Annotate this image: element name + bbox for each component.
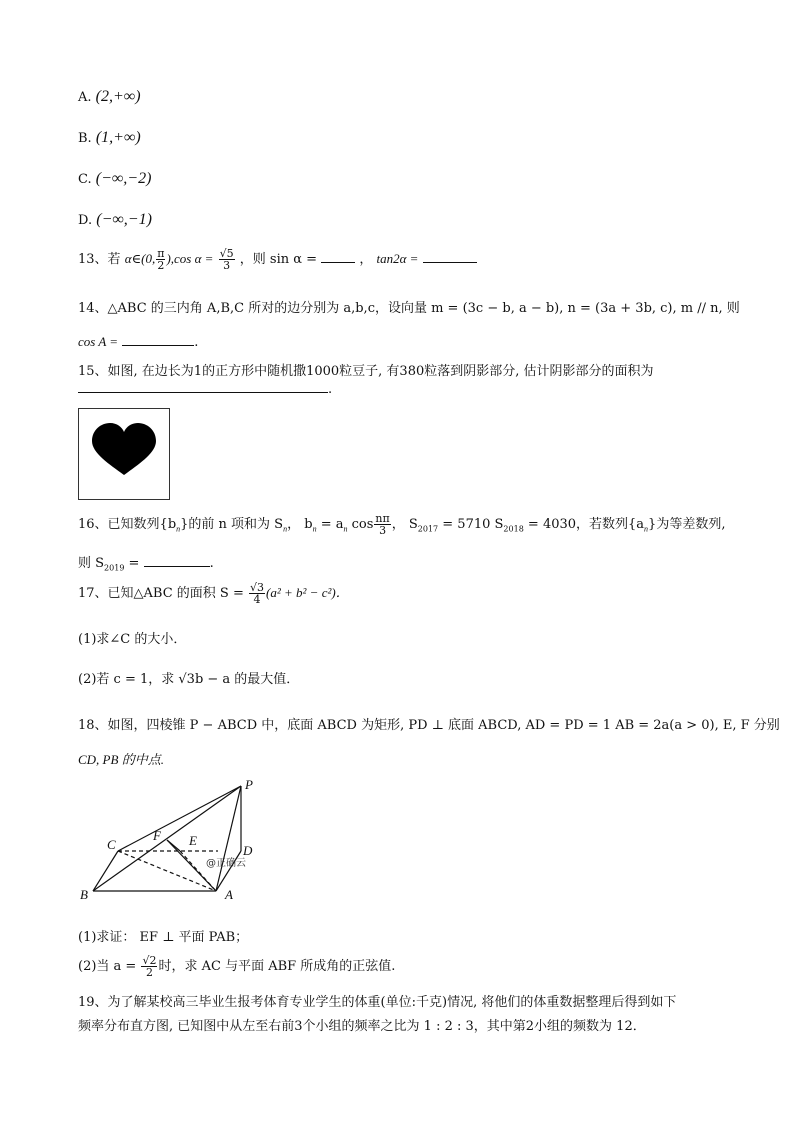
question-16-line2: 则 $S_{2019}$ = .: [78, 556, 214, 573]
square-figure: [78, 408, 170, 500]
answer-blank-s2019[interactable]: [144, 554, 210, 567]
answer-blank-area[interactable]: [78, 380, 328, 393]
question-18-part2: (2)当 a = $\frac{√2}{2}$ 时，求 AC 与平面 ABF 所成角的正弦值.: [78, 954, 396, 979]
answer-blank-tan[interactable]: [423, 250, 477, 263]
question-19-line1: 19、为了解某校高三毕业生报考体育专业学生的体重(单位:千克)情况, 将他们的体重数据整理后得到如下: [78, 995, 677, 1010]
question-17-part1: (1)求∠C 的大小．: [78, 632, 187, 647]
question-15-blank-line: .: [78, 380, 332, 397]
label-p: P: [245, 778, 253, 792]
question-14-line1: 14、△ABC 的三内角 A,B,C 所对的边分别为 a,b,c，设向量 m = (3c − b, a − b), n = (3a + 3b, c), m // n, 则: [78, 301, 740, 316]
sqrt5-over-3: $\frac{√5}{3}$: [219, 247, 234, 272]
question-16-line1: 16、已知数列$\{b_n\}$的前 n 项和为 $S_n$， $b_n = a_n$ cos $\frac{n\pi}{3}$ ， $S_{2017} = 5710$ $S_{2018} = 4030$，若数列$\{a_n\}$为等差数列,: [78, 512, 726, 537]
question-17: 17、已知△ABC 的面积 S = $\frac{√3}{4}$ (a² + b² − c²)．: [78, 581, 349, 606]
option-d: D. (−∞,−1): [78, 211, 152, 228]
pi-over-2: $\frac{\pi}{2}$: [157, 247, 165, 272]
sqrt3-over-4: $\frac{√3}{4}$: [250, 581, 265, 606]
label-b: B: [80, 887, 88, 900]
question-15: 15、如图, 在边长为1的正方形中随机撒1000粒豆子, 有380粒落到阴影部分, 估计阴影部分的面积为: [78, 364, 654, 379]
label-a: A: [225, 887, 233, 900]
option-a: A. (2,+∞): [78, 88, 141, 105]
question-19-line2: 频率分布直方图, 已知图中从左至右前3个小组的频率之比为 1 : 2 : 3，其中第2小组的频数为 12．: [78, 1019, 646, 1034]
label-f: F: [153, 828, 161, 843]
question-18-line2: CD, PB 的中点.: [78, 752, 164, 767]
watermark-text: @正确云: [206, 858, 246, 869]
question-18-part1: (1)求证： EF ⊥ 平面 PAB；: [78, 930, 249, 945]
answer-blank-cosA[interactable]: [122, 333, 194, 346]
pyramid-figure: [78, 778, 278, 904]
option-c: C. (−∞,−2): [78, 170, 152, 187]
label-e: E: [189, 833, 197, 848]
option-b: B. (1,+∞): [78, 129, 141, 146]
label-d: D: [243, 843, 253, 858]
question-14-line2: cos A = .: [78, 334, 199, 350]
n-pi-over-3: $\frac{n\pi}{3}$: [375, 512, 390, 537]
label-c: C: [107, 837, 116, 852]
heart-icon: [79, 409, 169, 499]
question-13: 13、若 α∈(0, $\frac{\pi}{2}$ ),cos α = $\frac{√5}{3}$ ，则 sin α = ， tan2α =: [78, 248, 477, 271]
question-18-line1: 18、如图，四棱锥 P − ABCD 中，底面 ABCD 为矩形, PD ⊥ 底面 ABCD, AD = PD = 1 AB = 2a(a > 0), E, F 分别: [78, 718, 780, 733]
answer-blank-sin[interactable]: [321, 250, 355, 263]
sqrt2-over-2: $\frac{√2}{2}$: [142, 954, 157, 979]
question-17-part2: (2)若 c = 1，求 √3b − a 的最大值．: [78, 672, 300, 687]
